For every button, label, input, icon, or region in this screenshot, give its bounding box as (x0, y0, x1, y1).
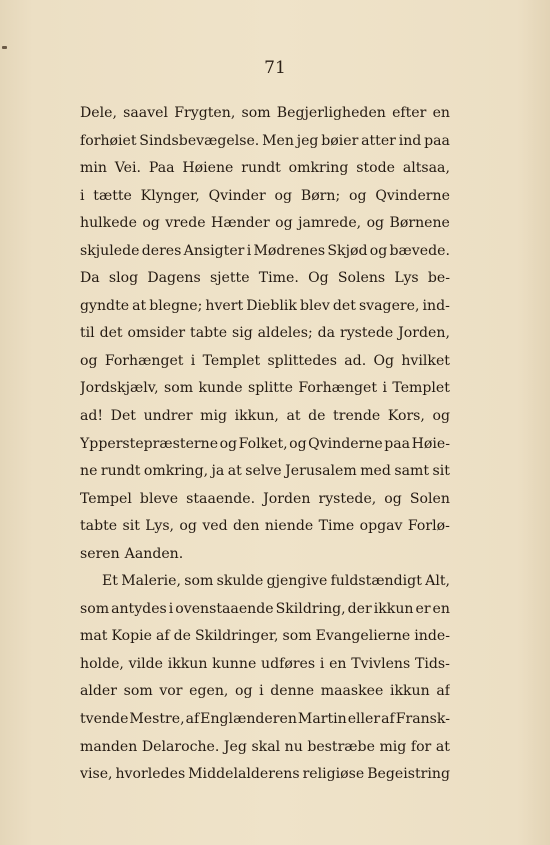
text-word: Aanden. (124, 545, 184, 562)
text-word: en (432, 105, 450, 121)
text-word: forhøiet (80, 132, 137, 149)
text-word: Dieblik (246, 297, 297, 314)
text-line (80, 761, 450, 789)
text-word: at (435, 738, 450, 755)
text-word: splitte (247, 380, 293, 397)
text-word: som (163, 380, 194, 397)
text-line (80, 541, 450, 569)
text-word: alder (80, 683, 118, 700)
text-word: altsaa, (402, 160, 450, 177)
text-word: vor (159, 683, 183, 700)
text-word: Høie- (411, 435, 450, 452)
text-word: seren (80, 545, 120, 562)
text-word: Mestre, (129, 711, 185, 728)
text-line (80, 293, 450, 321)
text-word: Time (318, 518, 355, 535)
text-word: Og (308, 270, 329, 287)
text-word: ad! (80, 408, 104, 425)
text-word: ikkun (167, 655, 208, 672)
page-edge-mark (2, 46, 7, 49)
text-word: ved (202, 518, 228, 535)
text-word: egen, (189, 683, 229, 700)
text-word: en (432, 600, 450, 617)
text-word: Englænderen (200, 711, 297, 728)
text-word: Sindsbevægelse. (139, 132, 260, 149)
text-word: Dagens (147, 270, 201, 287)
text-word: bævede. (389, 242, 450, 259)
text-word: sig (232, 325, 253, 342)
text-line (80, 568, 450, 596)
text-word: vise, (80, 766, 113, 783)
text-word: skjulede (80, 242, 140, 259)
text-word: Skjød (327, 242, 368, 259)
text-word: antydes (111, 600, 167, 617)
text-word: ne (80, 463, 98, 480)
text-word: Martin (297, 711, 347, 728)
text-word: stode (356, 160, 395, 177)
text-word: i (246, 242, 252, 259)
page-number: 71 (264, 58, 286, 78)
text-word: hvilket (401, 352, 450, 369)
text-word: ikkun (373, 600, 414, 617)
text-word: omsider (127, 325, 186, 342)
text-word: Lys, (145, 518, 175, 535)
text-word: ikkun, (234, 408, 279, 425)
text-word: at (286, 408, 301, 425)
text-word: omkring, (143, 463, 209, 480)
text-word: Qvinderne (375, 187, 450, 204)
text-word: blegne; (149, 297, 203, 314)
text-word: Qvinder (208, 187, 266, 204)
text-word: holde, (80, 655, 124, 672)
text-word: og (384, 490, 402, 507)
text-word: Solens (337, 270, 386, 287)
text-word: svagere, (358, 297, 420, 314)
text-word: Jordskjælv, (80, 380, 159, 397)
text-word: gjengive (266, 573, 328, 590)
text-word: bøier (321, 132, 359, 149)
text-word: Vei. (114, 160, 142, 177)
text-word: i (319, 655, 325, 672)
text-word: Da (80, 270, 100, 287)
text-line (80, 183, 450, 211)
text-word: udføres (261, 655, 316, 672)
text-word: mig (379, 738, 407, 755)
text-word: ikkun (389, 683, 430, 700)
text-word: og (369, 242, 388, 259)
text-word: opgav (359, 518, 403, 535)
text-word: til (80, 325, 95, 342)
text-word: paa (384, 435, 411, 452)
text-word: Forhænget (104, 352, 184, 369)
text-word: og (219, 435, 238, 452)
text-word: jeg (296, 132, 319, 149)
text-word: Begjerligheden (276, 105, 386, 121)
text-word: hulkede (80, 215, 137, 232)
text-word: religiøse (302, 766, 365, 783)
text-word: vrede (165, 215, 206, 232)
text-word: Klynger, (140, 187, 200, 204)
text-line (80, 348, 450, 376)
text-word: Skildring, (275, 600, 346, 617)
text-word: Delaroche. (141, 738, 220, 755)
text-word: rystede (339, 325, 394, 342)
text-word: i (382, 380, 387, 397)
text-word: af (381, 711, 395, 728)
text-word: tabte (80, 518, 118, 535)
text-word: i (259, 683, 264, 700)
text-line (80, 210, 450, 238)
text-word: og (349, 187, 367, 204)
text-word: Og (373, 352, 395, 369)
text-word: denne (270, 683, 315, 700)
text-word: Templet (392, 380, 450, 397)
text-word: sjette (209, 270, 250, 287)
text-word: Børn; (300, 187, 341, 204)
text-word: staaende. (186, 490, 256, 507)
text-word: Men (262, 132, 294, 149)
text-word: Tvivlens (351, 655, 411, 672)
text-word: der (347, 600, 372, 617)
text-word: jamrede, (298, 215, 362, 232)
text-word: maaskee (320, 683, 384, 700)
text-word: som (80, 600, 110, 617)
text-word: mig (200, 408, 228, 425)
text-word: Paa (148, 160, 175, 177)
text-word: Tids- (414, 655, 450, 672)
text-word: kunne (212, 655, 257, 672)
text-word: niende (264, 518, 314, 535)
text-word: Tempel (80, 490, 132, 507)
text-word: sit (432, 463, 450, 480)
text-word: bleve (139, 490, 179, 507)
text-word: be- (427, 270, 450, 287)
text-word: og (274, 187, 293, 204)
text-word: Skildringer, (194, 628, 279, 645)
text-word: af (155, 628, 170, 645)
text-line (80, 431, 450, 459)
text-word: Dele, (80, 105, 117, 121)
text-word: det (99, 325, 123, 342)
text-word: ind (398, 132, 422, 149)
text-line (80, 458, 450, 486)
text-word: som (241, 105, 271, 121)
text-word: Kors, (387, 408, 425, 425)
text-word: Middelalderens (188, 766, 300, 783)
text-word: atter (361, 132, 396, 149)
text-word: ovenstaaende (175, 600, 274, 617)
text-word: Kopie (111, 628, 152, 645)
text-word: bestræbe (307, 738, 375, 755)
text-word: samt (394, 463, 430, 480)
text-word: tvende (80, 711, 129, 728)
text-line (80, 375, 450, 403)
text-word: som (184, 573, 214, 590)
text-word: Frygten, (174, 105, 236, 121)
text-word: trende (333, 408, 381, 425)
text-line (80, 651, 450, 679)
text-word: deres (141, 242, 182, 259)
body-text (80, 100, 450, 789)
text-word: og (289, 435, 307, 452)
text-word: Det (110, 408, 136, 425)
text-word: Fransk- (395, 711, 450, 728)
text-line (80, 238, 450, 266)
text-word: Qvinderne (308, 435, 383, 452)
text-word: Et (102, 573, 118, 590)
text-word: de (173, 628, 191, 645)
text-word: Ansigter (183, 242, 245, 259)
text-word: Børnene (389, 215, 450, 232)
text-word: undrer (143, 408, 193, 425)
text-word: det (332, 297, 356, 314)
text-line (80, 513, 450, 541)
text-word: gyndte (80, 297, 130, 314)
text-word: Mødrenes (253, 242, 326, 259)
text-word: fuldstændigt (330, 573, 422, 590)
text-word: hvert (205, 297, 244, 314)
text-word: at (132, 297, 147, 314)
text-word: og (235, 683, 253, 700)
text-word: rundt (100, 463, 141, 480)
text-word: skal (251, 738, 281, 755)
text-word: Templet (202, 352, 261, 369)
text-line (80, 486, 450, 514)
text-word: ja (211, 463, 225, 480)
text-word: at (227, 463, 242, 480)
text-word: og (179, 518, 197, 535)
text-word: Jorden (263, 490, 311, 507)
text-word: Jerusalem (285, 463, 357, 480)
text-word: Evangelierne (315, 628, 411, 645)
text-word: rystede, (318, 490, 377, 507)
text-word: som (282, 628, 312, 645)
text-word: omkring (288, 160, 349, 177)
text-word: den (233, 518, 260, 535)
text-line (80, 678, 450, 706)
text-word: af (185, 711, 200, 728)
text-word: og (366, 215, 385, 232)
text-word: de (308, 408, 326, 425)
text-word: da (317, 325, 336, 342)
text-word: Time. (258, 270, 299, 287)
text-word: rundt (241, 160, 281, 177)
text-line (80, 265, 450, 293)
text-word: Alt, (425, 573, 450, 590)
text-line (80, 320, 450, 348)
text-word: blev (299, 297, 330, 314)
text-word: ind- (422, 297, 450, 314)
text-word: Folket, (238, 435, 288, 452)
text-word: efter (392, 105, 427, 121)
text-word: med (360, 463, 391, 480)
text-word: for (410, 738, 432, 755)
text-word: Høiene (182, 160, 234, 177)
text-word: som (123, 683, 153, 700)
text-word: inde- (414, 628, 450, 645)
text-word: saavel (123, 105, 169, 121)
text-word: manden (80, 738, 138, 755)
text-line (80, 155, 450, 183)
text-word: Malerie, (121, 573, 181, 590)
text-word: mat (80, 628, 108, 645)
text-word: min (80, 160, 107, 177)
text-line (80, 596, 450, 624)
text-word: Lys (394, 270, 419, 287)
text-word: i (190, 352, 196, 369)
text-word: og (275, 215, 293, 232)
text-line (80, 734, 450, 762)
text-word: i (80, 187, 85, 204)
text-word: hvorledes (115, 766, 186, 783)
text-word: en (329, 655, 347, 672)
text-word: er (415, 600, 431, 617)
text-word: og (142, 215, 160, 232)
text-word: Ypperstepræsterne (80, 435, 219, 452)
text-word: Jeg (223, 738, 247, 755)
text-word: af (436, 683, 450, 700)
text-word: Forlø- (407, 518, 450, 535)
text-word: Hænder (211, 215, 270, 232)
text-word: i (168, 600, 174, 617)
text-word: splittedes (267, 352, 337, 369)
text-word: og (432, 408, 450, 425)
text-word: tætte (93, 187, 132, 204)
text-line (80, 706, 450, 734)
text-word: nu (284, 738, 303, 755)
text-line (80, 403, 450, 431)
text-word: Solen (409, 490, 450, 507)
text-line (80, 128, 450, 156)
text-word: selve (245, 463, 282, 480)
text-word: ad. (344, 352, 367, 369)
text-word: eller (347, 711, 381, 728)
text-word: aldeles; (257, 325, 313, 342)
text-word: paa (424, 132, 450, 149)
text-line (80, 623, 450, 651)
text-word: Jorden, (398, 325, 450, 342)
text-word: skulde (216, 573, 264, 590)
text-word: tabte (190, 325, 228, 342)
text-word: slog (108, 270, 139, 287)
text-word: vilde (128, 655, 163, 672)
text-line (80, 100, 450, 128)
text-word: og (80, 352, 98, 369)
text-word: Forhænget (298, 380, 378, 397)
text-word: sit (122, 518, 140, 535)
text-word: Begeistring (367, 766, 450, 783)
text-word: kunde (198, 380, 243, 397)
